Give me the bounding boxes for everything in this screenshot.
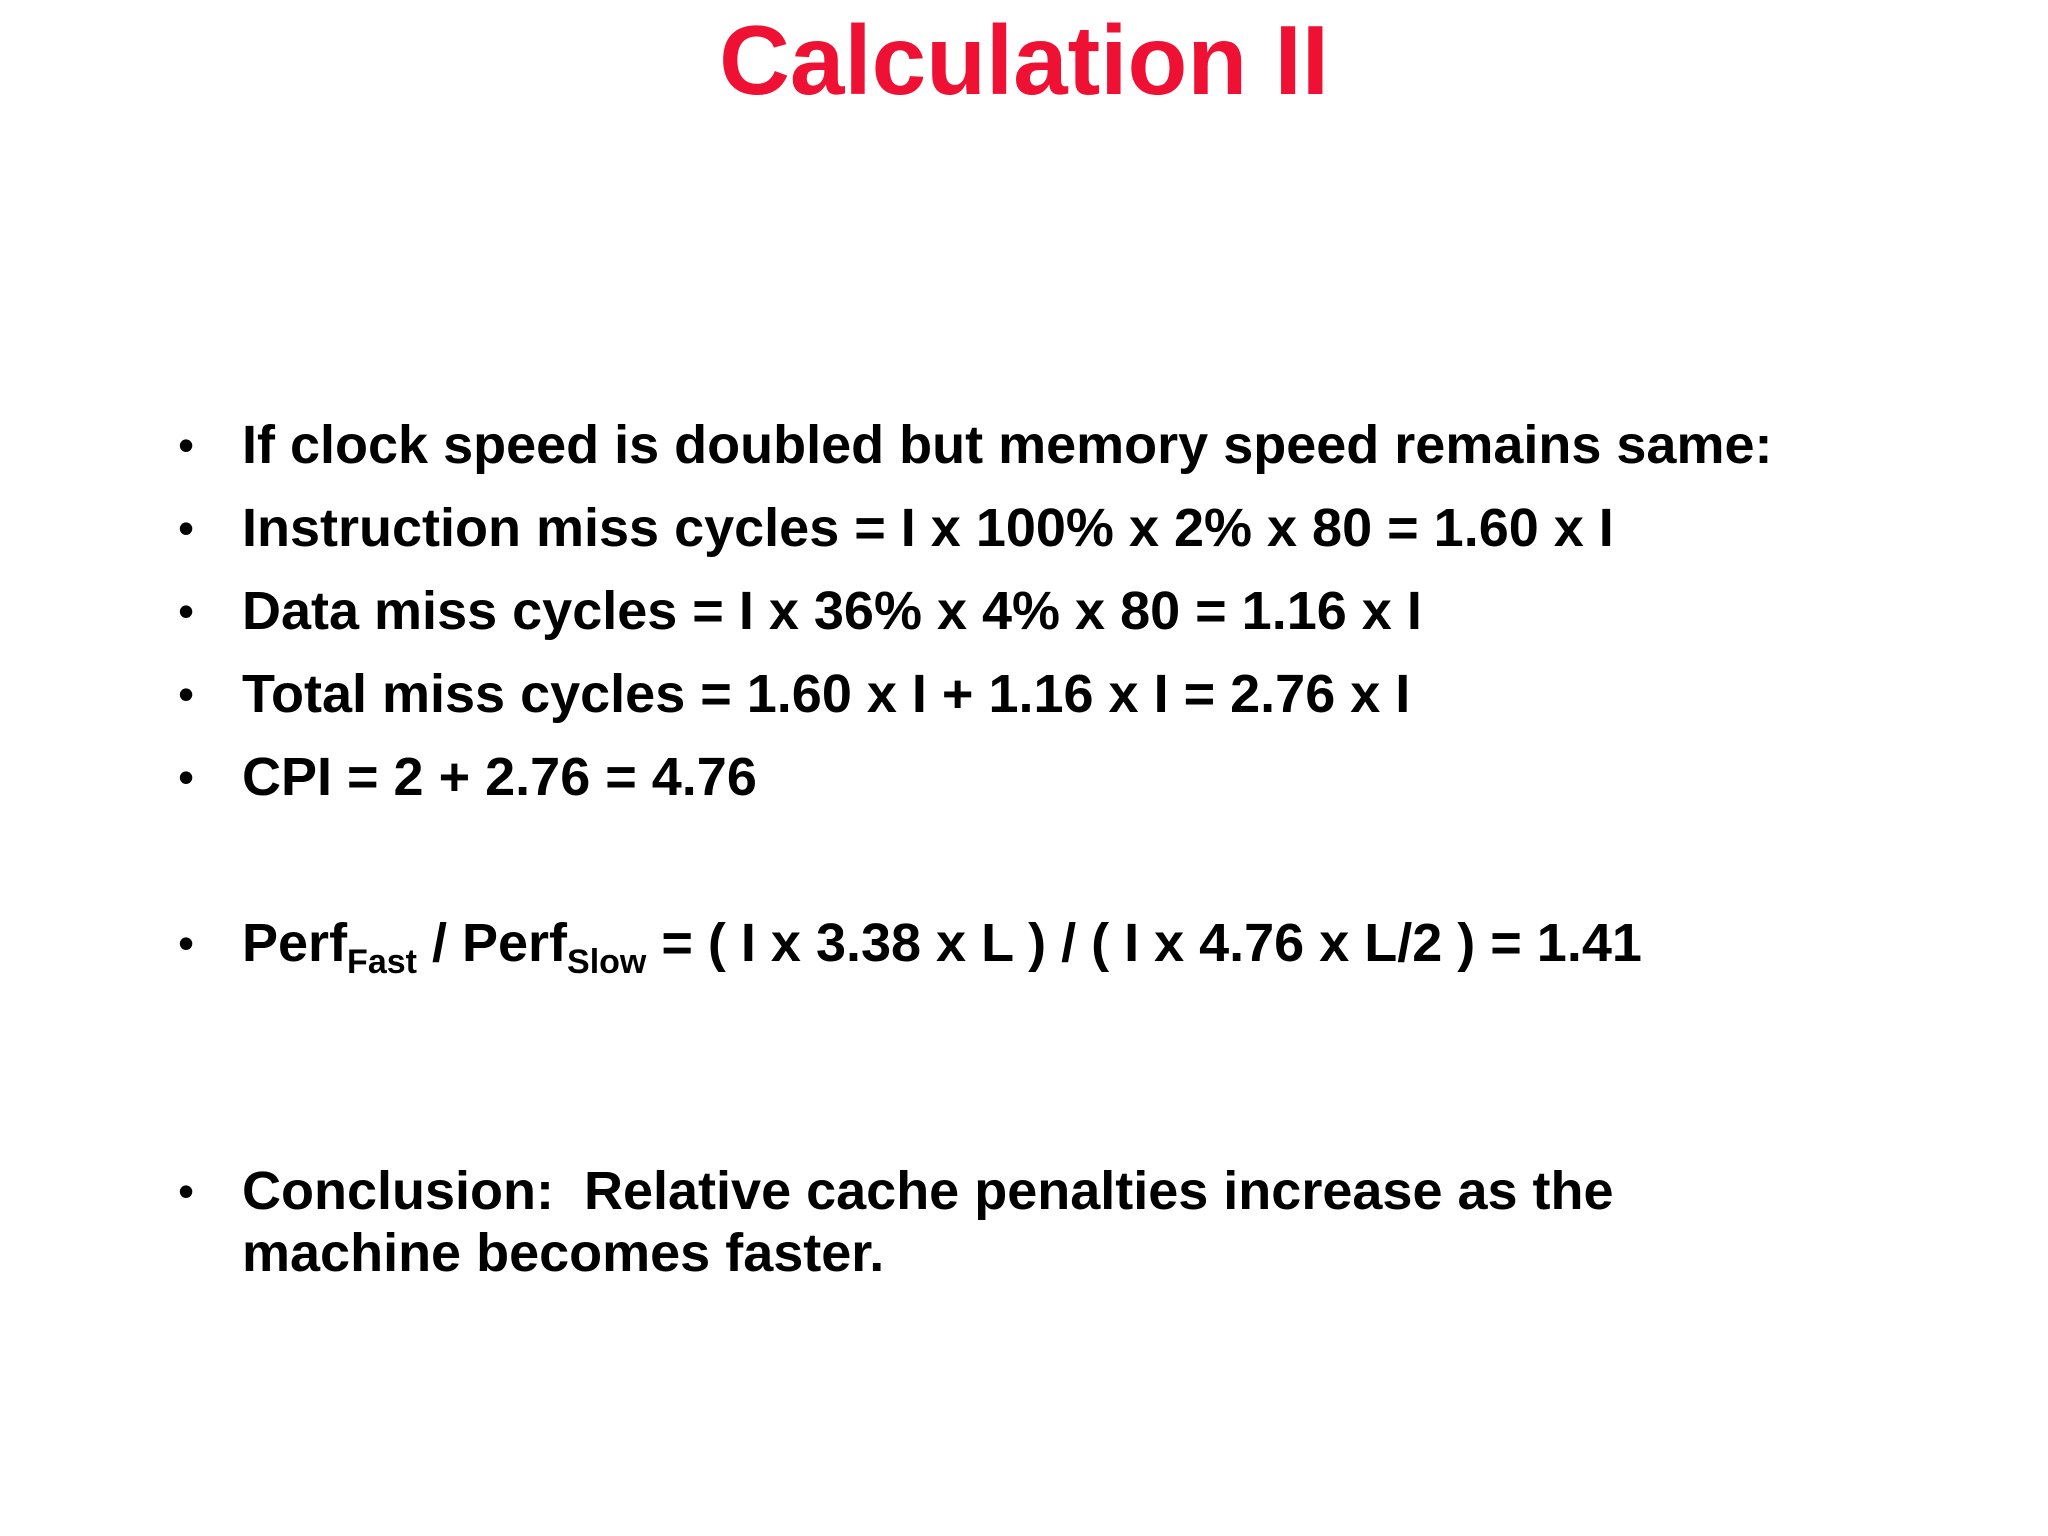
perf-fast-subscript: Fast xyxy=(347,943,417,981)
bullet-dot: • xyxy=(178,751,195,803)
bullet-dot: • xyxy=(178,419,195,471)
bullet-text: Data miss cycles = I x 36% x 4% x 80 = 1.16 x I xyxy=(242,581,1422,641)
perf-slow-label: Perf xyxy=(461,913,568,973)
perf-ratio-equation xyxy=(242,912,1642,981)
conclusion-line-1: Conclusion: Relative cache penalties increase as the xyxy=(242,1161,1614,1221)
perf-ratio-rest: = ( I x 3.38 x L ) / ( I x 4.76 x L/2 ) = 1.41 xyxy=(646,913,1642,973)
perf-separator: / xyxy=(416,913,462,973)
conclusion-text xyxy=(242,1160,1942,1284)
bullet-dot: • xyxy=(178,585,195,637)
perf-fast-label: Perf xyxy=(242,913,348,973)
bullet-dot: • xyxy=(178,917,195,969)
slide-title: Calculation II xyxy=(719,5,1329,115)
bullet-dot: • xyxy=(178,502,195,554)
bullet-dot: • xyxy=(178,668,195,720)
bullet-dot: • xyxy=(178,1165,195,1217)
bullet-text: If clock speed is doubled but memory speed remains same: xyxy=(242,415,1773,475)
perf-slow-subscript: Slow xyxy=(567,943,647,981)
bullet-text: CPI = 2 + 2.76 = 4.76 xyxy=(242,747,757,807)
bullet-text: Instruction miss cycles = I x 100% x 2% x 80 = 1.60 x I xyxy=(242,498,1614,558)
bullet-text: Total miss cycles = 1.60 x I + 1.16 x I = 2.76 x I xyxy=(242,664,1411,724)
conclusion-line-2: machine becomes faster. xyxy=(242,1223,885,1283)
